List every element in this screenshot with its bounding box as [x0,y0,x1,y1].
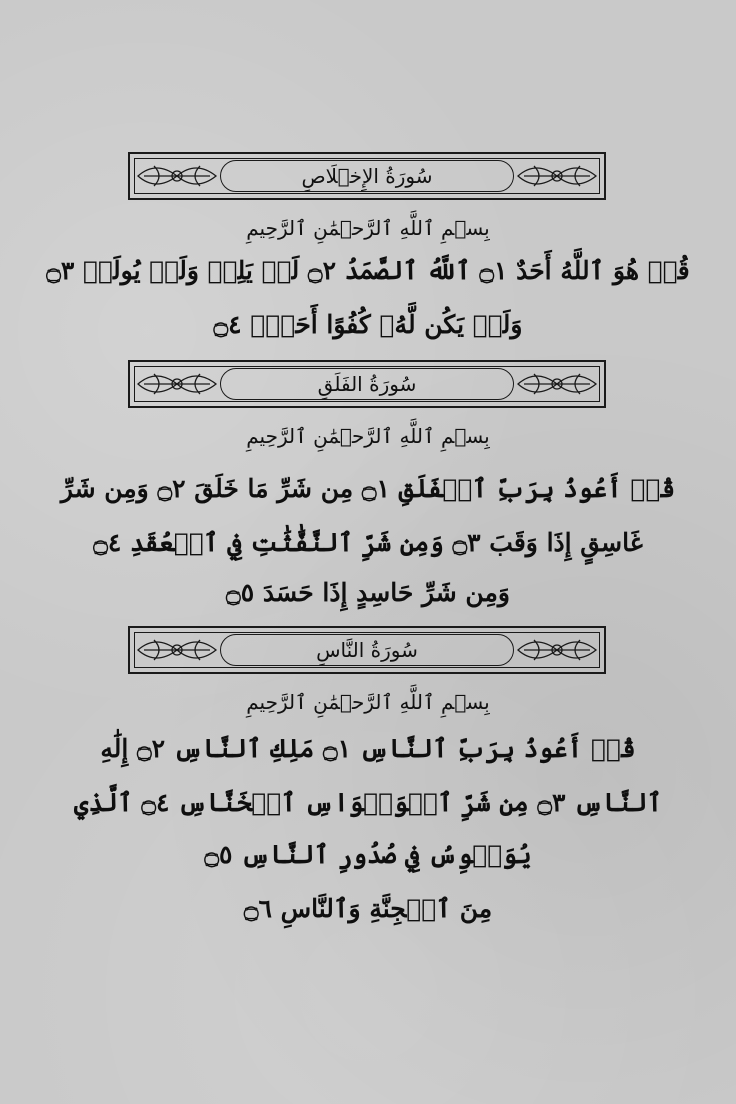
bismillah: بِسۡمِ ٱللَّهِ ٱلرَّحۡمَٰنِ ٱلرَّحِيمِ [246,424,490,448]
surah-header-falaq [128,360,606,408]
arabesque-ornament-icon [134,366,220,402]
surah-title: سُورَةُ الإِخۡلَاصِ [301,164,433,188]
ayah-line: وَلَمۡ يَكُن لَّهُۥ كُفُوًا أَحَدُۢ ۝٤ [213,310,523,339]
ayah-line: غَاسِقٍ إِذَا وَقَبَ ۝٣ وَمِن شَرِّ ٱلنَّفَّٰثَٰتِ فِي ٱلۡعُقَدِ ۝٤ [93,528,643,557]
arabesque-ornament-icon [134,158,220,194]
ayah-line: يُوَسۡوِسُ فِي صُدُورِ ٱلنَّاسِ ۝٥ [204,840,532,869]
surah-frame [128,626,606,674]
ayah-line: قُلۡ أَعُوذُ بِرَبِّ ٱلنَّاسِ ۝١ مَلِكِ ٱلنَّاسِ ۝٢ إِلَٰهِ [100,734,636,763]
arabesque-ornament-icon [514,366,600,402]
surah-frame [128,360,606,408]
ayah-line: قُلۡ أَعُوذُ بِرَبِّ ٱلۡفَلَقِ ۝١ مِن شَرِّ مَا خَلَقَ ۝٢ وَمِن شَرِّ [60,474,676,503]
surah-header-ikhlas [128,152,606,200]
ayah-line: مِنَ ٱلۡجِنَّةِ وَٱلنَّاسِ ۝٦ [243,894,493,923]
ayah-line: قُلۡ هُوَ ٱللَّهُ أَحَدٌ ۝١ ٱللَّهُ ٱلصَّمَدُ ۝٢ لَمۡ يَلِدۡ وَلَمۡ يُولَدۡ ۝٣ [46,256,690,285]
arabesque-ornament-icon [514,632,600,668]
surah-title: سُورَةُ النَّاسِ [316,638,418,662]
bismillah: بِسۡمِ ٱللَّهِ ٱلرَّحۡمَٰنِ ٱلرَّحِيمِ [246,690,490,714]
surah-title: سُورَةُ الفَلَقِ [317,372,417,396]
bismillah: بِسۡمِ ٱللَّهِ ٱلرَّحۡمَٰنِ ٱلرَّحِيمِ [246,216,490,240]
ayah-line: وَمِن شَرِّ حَاسِدٍ إِذَا حَسَدَ ۝٥ [226,578,510,607]
surah-frame [128,152,606,200]
arabesque-ornament-icon [134,632,220,668]
ayah-line: ٱلنَّاسِ ۝٣ مِن شَرِّ ٱلۡوَسۡوَاسِ ٱلۡخَنَّاسِ ۝٤ ٱلَّذِي [74,788,662,817]
surah-header-nas [128,626,606,674]
arabesque-ornament-icon [514,158,600,194]
